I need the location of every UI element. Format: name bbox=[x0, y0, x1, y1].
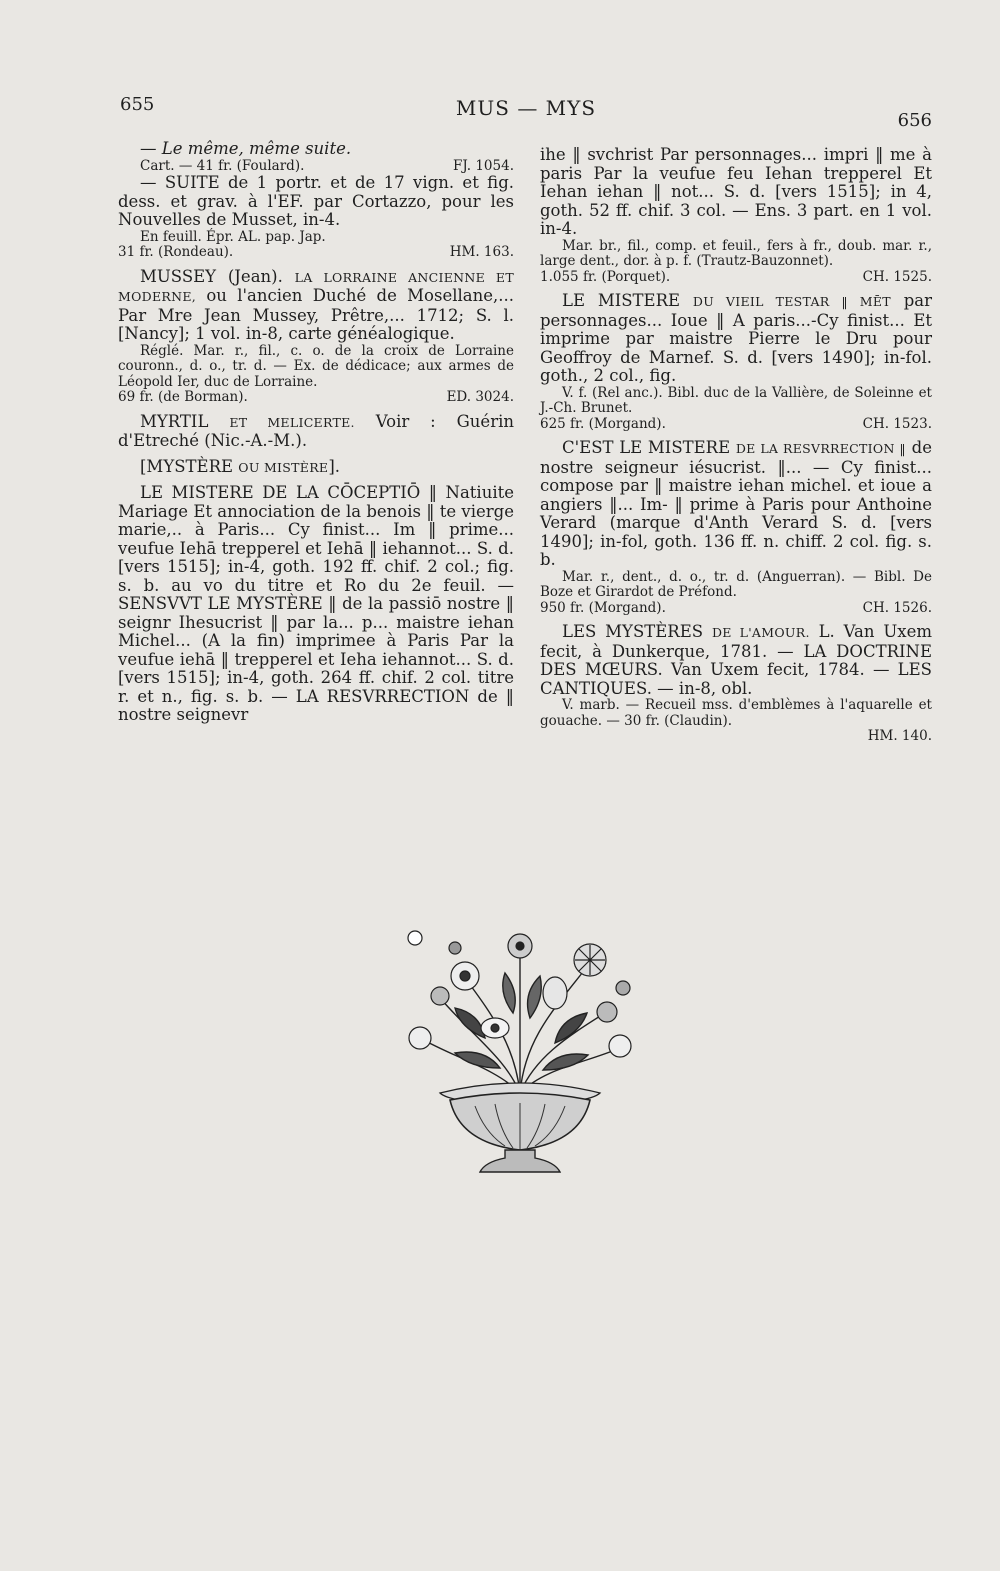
entry-title-sc: LA LORRAINE ANCIENNE ET MODERNE, bbox=[118, 269, 514, 304]
entry-text: — Le même, même suite. bbox=[140, 139, 352, 158]
price: 31 fr. (Rondeau). bbox=[118, 244, 234, 260]
reference: HM. 140. bbox=[867, 728, 932, 744]
entry-body: ou l'ancien Duché de Mosellane,... Par Mre Jean Mussey, Prêtre,... 1712; S. l. [Nancy]; 1 vol. in-8, carte généalogique. bbox=[118, 286, 514, 343]
entry-resurrection bbox=[540, 439, 932, 616]
entry-text: ihe ‖ svchrist Par personnages... impri ‖ me à paris Par la veufue feu Iehan trepperel Et Iehan iehan ‖ not... S. d. [vers 1515]; in 4, goth. 52 ff. chif. 3 col. — Ens. 3 part. en 1 vol. in-4. bbox=[540, 145, 932, 238]
entry-body: Voir : Guérin d'Etreché (Nic.-A.-M.). bbox=[118, 411, 514, 450]
reference: CH. 1523. bbox=[862, 415, 932, 432]
entry-text: — SUITE de 1 portr. et de 17 vign. et fig. dess. et grav. à l'EF. par Cortazzo, pour les Nouvelles de Musset, in-4. bbox=[118, 173, 514, 229]
price-row bbox=[540, 270, 932, 286]
entry-note: Mar. br., fil., comp. et feuil., fers à fr., doub. mar. r., large dent., dor. à p. f. (Trautz-Bauzonnet). bbox=[540, 237, 932, 269]
entry-body: L. Van Uxem fecit, à Dunkerque, 1781. — LA DOCTRINE DES MŒURS. Van Uxem fecit, 1784. — LES CANTIQUES. — in-8, obl. bbox=[540, 622, 933, 698]
reference: CH. 1526. bbox=[862, 599, 932, 616]
price-row bbox=[540, 601, 932, 617]
entry-title-sc: DU VIEIL TESTAR ‖ MĒT bbox=[692, 294, 891, 309]
entry-heading: MYRTIL bbox=[140, 411, 209, 431]
entry-text bbox=[540, 439, 932, 570]
entry-mistere-conception bbox=[118, 484, 514, 725]
price: Cart. — 41 fr. (Foulard). bbox=[140, 157, 305, 174]
entry-text bbox=[118, 458, 514, 478]
entry-note: Mar. r., dent., d. o., tr. d. (Anguerran). — Bibl. De Boze et Girardot de Préfond. bbox=[540, 568, 932, 600]
entry-mystere bbox=[118, 458, 514, 478]
entry-note: V. f. (Rel anc.). Bibl. duc de la Vallière, de Soleinne et J.-Ch. Brunet. bbox=[540, 384, 932, 416]
entry-note: Réglé. Mar. r., fil., c. o. de la croix de Lorraine couronn., d. o., tr. d. — Ex. de dédicace; aux armes de Léopold Ier, duc de Lorraine. bbox=[118, 342, 514, 390]
price-row bbox=[540, 417, 932, 433]
left-column bbox=[118, 140, 514, 725]
entry-heading: LES MYSTÈRES bbox=[562, 622, 704, 641]
entry-heading: LE MISTERE bbox=[562, 291, 681, 310]
entry-le-meme bbox=[118, 140, 514, 174]
reference: CH. 1525. bbox=[862, 268, 932, 285]
price-row bbox=[118, 159, 514, 175]
entry-text bbox=[118, 268, 514, 344]
page-number-left: 655 bbox=[120, 94, 155, 115]
entry-text: LE MISTERE DE LA CŌCEPTIŌ ‖ Natiuite Mariage Et annociation de la benois ‖ te vierge marie,.. à Paris... Cy finist... Im ‖ prime... veufue Iehā trepperel et Iehā ‖ iehannot... S. d. [vers 1515]; in-4, goth. 192 ff. chif. 2 col.; fig. s. b. au vo du titre et Ro du 2e feuil. — SENSVVT LE MYSTÈRE ‖ de la passiō nostre ‖ seignr Ihesucrist ‖ par la... p... maistre iehan Michel... (A la fin) imprimee à Paris Par la veufue iehā ‖ trepperel et Ieha iehannot... S. d. [vers 1515]; in-4, goth. 264 ff. chif. 2 col. titre r. et n., fig. s. b. — LA RESVRRECTION de ‖ nostre seignevr bbox=[118, 483, 514, 724]
reference: HM. 163. bbox=[449, 244, 514, 260]
entry-heading: MUSSEY (Jean). bbox=[140, 266, 283, 286]
entry-note: V. marb. — Recueil mss. d'emblèmes à l'aquarelle et gouache. — 30 fr. (Claudin). bbox=[540, 697, 932, 729]
entry-mussey bbox=[118, 268, 514, 406]
price: 625 fr. (Morgand). bbox=[540, 415, 666, 432]
running-title: MUS — MYS bbox=[455, 96, 597, 120]
entry-bracket: ]. bbox=[328, 456, 341, 476]
running-header bbox=[120, 90, 932, 130]
entry-vieil-testament bbox=[540, 292, 932, 432]
price-row bbox=[118, 245, 514, 261]
entry-suite bbox=[118, 174, 514, 261]
entry-body: de nostre seigneur iésucrist. ‖... — Cy finist... compose par ‖ maistre iehan michel. et ioue a angiers ‖... Im- ‖ prime à Paris pour Anthoine Verard (marque d'Anth Verard S. d. [vers 1490]; in-fol, goth. 136 ff. n. chiff. 2 col. fig. s. b. bbox=[540, 438, 932, 569]
entry-myrtil bbox=[118, 413, 514, 451]
entry-mysteres-amour bbox=[540, 623, 932, 745]
price: 69 fr. (de Borman). bbox=[118, 389, 248, 405]
reference: ED. 3024. bbox=[446, 389, 514, 405]
price: 1.055 fr. (Porquet). bbox=[540, 268, 671, 285]
entry-title-sc: DE L'AMOUR. bbox=[711, 625, 810, 640]
entry-title-sc: OU MISTÈRE bbox=[238, 459, 329, 475]
entry-title-sc: ET MELICERTE. bbox=[229, 414, 355, 430]
entry-text bbox=[118, 413, 514, 451]
entry-heading: C'EST LE MISTERE bbox=[562, 438, 731, 457]
entry-title-sc: DE LA RESVRRECTION ‖ bbox=[735, 441, 906, 456]
entry-text bbox=[540, 623, 932, 698]
flower-basket-icon bbox=[395, 918, 645, 1180]
price-row bbox=[118, 390, 514, 406]
page-number-right: 656 bbox=[897, 110, 932, 131]
entry-text bbox=[540, 292, 932, 386]
entry-body: par personnages... Ioue ‖ A paris...-Cy finist... Et imprime par maistre Pierre le Dru pour Geoffroy de Marnef. S. d. [vers 1490]; in-fol. goth., 2 col., fig. bbox=[540, 291, 933, 385]
right-column bbox=[540, 146, 932, 745]
entry-note: En feuill. Épr. AL. pap. Jap. bbox=[140, 228, 326, 245]
reference: FJ. 1054. bbox=[453, 157, 514, 174]
price: 950 fr. (Morgand). bbox=[540, 599, 666, 616]
price-row bbox=[540, 729, 932, 745]
entry-heading: [MYSTÈRE bbox=[140, 456, 234, 476]
entry-resurrection-cont bbox=[540, 146, 932, 285]
